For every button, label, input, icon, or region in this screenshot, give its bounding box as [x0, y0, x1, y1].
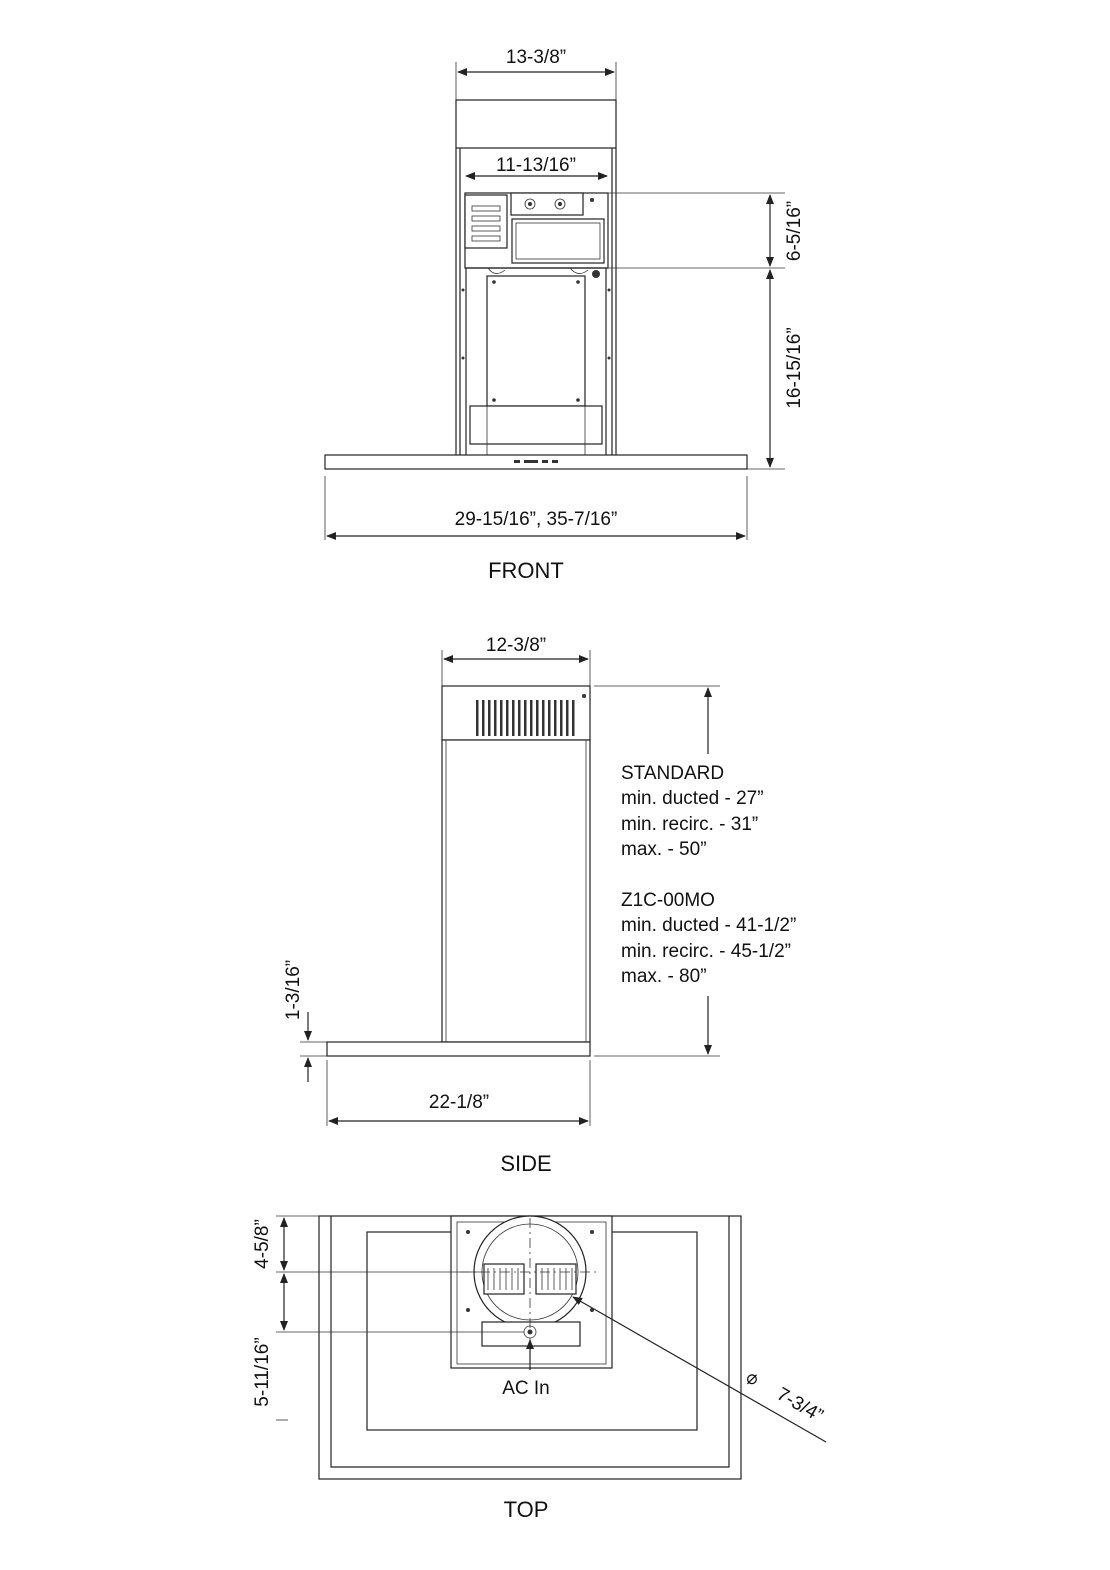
top-blower-housing	[451, 1216, 612, 1368]
note-z1c-line: min. recirc. - 45-1/2”	[621, 941, 791, 962]
side-hood-thickness-label: 1-3/16”	[283, 959, 304, 1021]
top-view-title: TOP	[503, 1497, 549, 1522]
side-hood-depth-label: 22-1/8”	[428, 1092, 490, 1113]
top-diameter-symbol: ⌀	[746, 1368, 758, 1389]
top-ac-offset-label: 5-11/16”	[252, 1337, 273, 1407]
note-z1c-heading: Z1C-00MO	[621, 890, 715, 911]
side-view-title: SIDE	[500, 1151, 552, 1176]
front-lower-chimney	[462, 268, 611, 455]
top-view	[252, 1216, 826, 1522]
front-view-title: FRONT	[488, 558, 564, 583]
top-ac-in-label: AC In	[502, 1378, 550, 1399]
front-lower-height-label: 16-15/16”	[784, 327, 805, 409]
side-view	[283, 635, 796, 1176]
side-chimney-depth-label: 12-3/8”	[485, 635, 547, 656]
note-standard-line: max. - 50”	[621, 839, 707, 860]
side-height-notes	[621, 763, 796, 987]
front-blower-width-label: 11-13/16”	[496, 155, 576, 176]
side-hood	[327, 1042, 590, 1056]
note-z1c-line: max. - 80”	[621, 966, 707, 987]
note-standard-line: min. recirc. - 31”	[621, 814, 759, 835]
note-standard-heading: STANDARD	[621, 763, 725, 784]
front-upper-chimney	[456, 100, 616, 148]
front-hood-width-label: 29-15/16”, 35-7/16”	[454, 509, 618, 530]
side-lower-chimney	[442, 740, 590, 1042]
front-blower-height-label: 6-5/16”	[784, 200, 805, 262]
top-duct-diameter-label: 7-3/4”	[773, 1383, 827, 1427]
note-z1c-line: min. ducted - 41-1/2”	[621, 915, 797, 936]
front-blower-unit	[465, 193, 608, 278]
front-chimney-width-label: 13-3/8”	[505, 47, 567, 68]
note-standard-line: min. ducted - 27”	[621, 788, 764, 809]
top-duct-offset-label: 4-5/8”	[252, 1219, 273, 1269]
front-view	[325, 47, 805, 583]
